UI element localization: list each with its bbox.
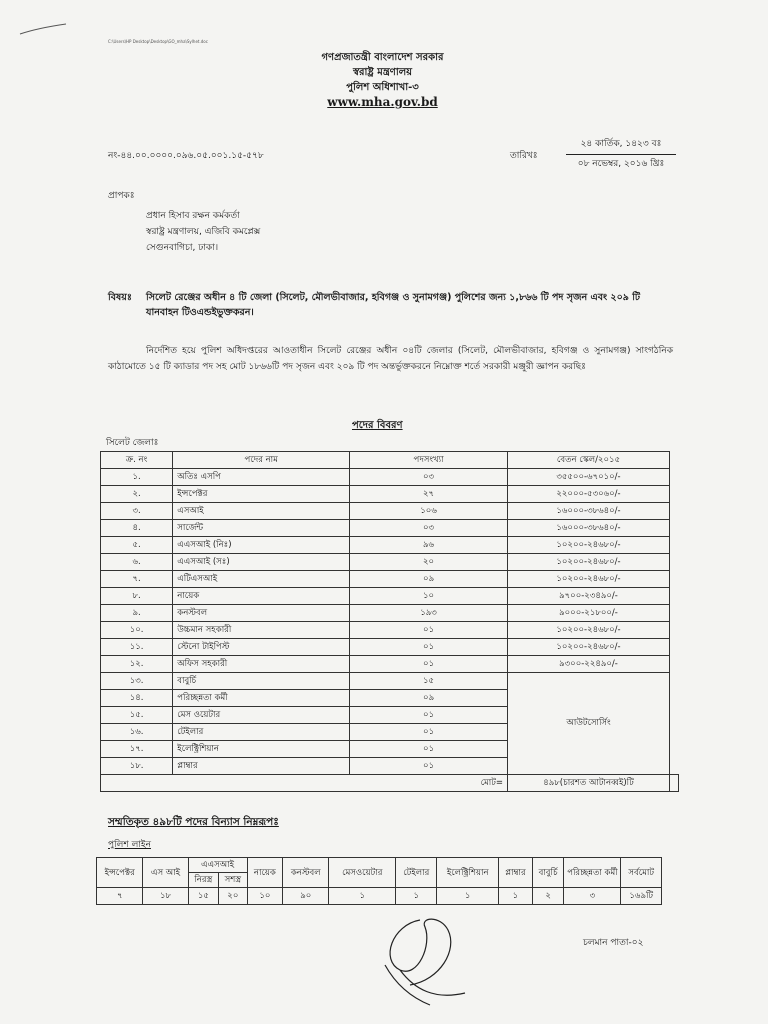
- post-count-cell: ১০৬: [350, 503, 508, 520]
- post-name-cell: কনস্টবল: [173, 605, 350, 622]
- post-name-cell: নায়েক: [173, 588, 350, 605]
- table-row: [101, 537, 679, 554]
- serial-cell: ১৭.: [101, 741, 173, 758]
- post-count-cell: ০৩: [350, 520, 508, 537]
- table-row: [97, 888, 662, 905]
- column-header: বেতন স্কেল/২০১৫: [508, 452, 670, 469]
- post-count-cell: ১০: [350, 588, 508, 605]
- column-header: মেসওয়েটার: [329, 858, 396, 888]
- serial-cell: ১৪.: [101, 690, 173, 707]
- table-title: পদের বিবরণ: [352, 420, 403, 431]
- pay-scale-cell: ৯৩০০-২২৪৯০/-: [508, 656, 670, 673]
- table-row: [101, 605, 679, 622]
- column-header: এস আই: [143, 858, 188, 888]
- serial-cell: ১০.: [101, 622, 173, 639]
- total-value: ৪৯৮(চারশত আটানব্বই)টি: [508, 775, 670, 792]
- serial-cell: ১৩.: [101, 673, 173, 690]
- post-name-cell: উচ্চমান সহকারী: [173, 622, 350, 639]
- body-paragraph: নির্দেশিত হয়ে পুলিশ অধিদপ্তরের আওতাধীন সিলেট রেঞ্জের অধীন ০৪টি জেলার (সিলেট, মৌলভীবাজার, হবিগঞ্জ ও সুনামগঞ্জ) সাংগঠনিক কাঠামোতে ১৫ টি ক্যাডার পদ সহ মোট ১৮৬৬টি পদ সৃজন এবং ২০৯ টি পদ অন্তর্ভুক্তকরনে নিম্নোক্ত শর্তে সরকারী মঞ্জুরী জ্ঞাপন করছিঃ: [108, 346, 673, 372]
- date-gregorian: ০৮ নভেম্বর, ২০১৬ খ্রিঃ: [577, 159, 665, 169]
- pay-scale-cell: ১০২০০-২৪৬৮০/-: [508, 639, 670, 656]
- serial-cell: ১৮.: [101, 758, 173, 775]
- pay-scale-cell: ২২০০০-৫৩০৬০/-: [508, 486, 670, 503]
- signature: [370, 905, 480, 1015]
- table-header-row: [101, 452, 679, 469]
- serial-cell: ৮.: [101, 588, 173, 605]
- posts-table: [100, 451, 679, 792]
- post-count-cell: ০১: [350, 741, 508, 758]
- summary-value-cell: ১৮: [143, 888, 188, 905]
- post-name-cell: স্টেনো টাইপিস্ট: [173, 639, 350, 656]
- pay-scale-cell: ৩৫৫০০-৬৭০১০/-: [508, 469, 670, 486]
- serial-cell: ৭.: [101, 571, 173, 588]
- post-count-cell: ০১: [350, 639, 508, 656]
- post-count-cell: ০১: [350, 758, 508, 775]
- table-row: [101, 622, 679, 639]
- serial-cell: ১৬.: [101, 724, 173, 741]
- summary-value-cell: ২: [532, 888, 564, 905]
- government-name: গণপ্রজাতন্ত্রী বাংলাদেশ সরকার: [321, 52, 444, 63]
- post-count-cell: ০৯: [350, 690, 508, 707]
- serial-cell: ১.: [101, 469, 173, 486]
- post-name-cell: বাবুর্চি: [173, 673, 350, 690]
- column-header: সর্বমোট: [621, 858, 662, 888]
- post-count-cell: ৯৬: [350, 537, 508, 554]
- post-name-cell: এসআই: [173, 503, 350, 520]
- summary-value-cell: ১: [329, 888, 396, 905]
- table-header-row: [97, 858, 662, 873]
- summary-value-cell: ১৬৯টি: [621, 888, 662, 905]
- summary-value-cell: ১: [396, 888, 437, 905]
- pay-scale-cell: ৯৭০০-২৩৪৯০/-: [508, 588, 670, 605]
- column-header: বাবুর্চি: [532, 858, 564, 888]
- table-row: [101, 639, 679, 656]
- column-header: এএসআই: [188, 858, 247, 873]
- recipient-block: [108, 188, 260, 256]
- outsourcing-cell: আউটসোর্সিং: [508, 673, 670, 775]
- post-count-cell: ১৫: [350, 673, 508, 690]
- post-name-cell: এএসআই (সঃ): [173, 554, 350, 571]
- post-name-cell: সার্জেন্ট: [173, 520, 350, 537]
- date-bangla: ২৪ কার্তিক, ১৪২৩ বঃ: [566, 136, 676, 155]
- summary-value-cell: ৭: [97, 888, 143, 905]
- pay-scale-cell: ১০২০০-২৪৬৮০/-: [508, 571, 670, 588]
- post-count-cell: ০১: [350, 724, 508, 741]
- recipient-line: স্বরাষ্ট্র মন্ত্রণালয়, এজিবি কমপ্লেক্স: [146, 227, 261, 237]
- post-name-cell: ইলেক্ট্রিশিয়ান: [173, 741, 350, 758]
- pen-mark: [18, 22, 68, 36]
- column-header: টেইলার: [396, 858, 437, 888]
- post-name-cell: প্লাম্বার: [173, 758, 350, 775]
- police-line-label: পুলিশ লাইন: [108, 840, 151, 850]
- serial-cell: ৫.: [101, 537, 173, 554]
- memo-number: নং-৪৪.০০.০০০০.০৯৬.০৫.০০১.১৫-৫৭৮: [108, 151, 264, 161]
- table-row: [101, 469, 679, 486]
- post-count-cell: ০৩: [350, 469, 508, 486]
- date-label: তারিখঃ: [510, 151, 538, 161]
- total-label: মোট=: [350, 775, 508, 792]
- post-count-cell: ০১: [350, 707, 508, 724]
- summary-title: সম্মতিকৃত ৪৯৮টি পদের বিন্যাস নিম্নরূপঃ: [108, 816, 279, 828]
- serial-cell: ৯.: [101, 605, 173, 622]
- total-empty-cell: [670, 775, 679, 792]
- post-name-cell: মেস ওয়েটার: [173, 707, 350, 724]
- letter-header: [250, 50, 515, 110]
- summary-value-cell: ৩: [564, 888, 621, 905]
- pay-scale-cell: ৯০০০-২১৮০০/-: [508, 605, 670, 622]
- column-subheader: নিরস্ত্র: [188, 873, 218, 888]
- column-header: পদের নাম: [173, 452, 350, 469]
- column-header: নায়েক: [247, 858, 283, 888]
- pay-scale-cell: ১০২০০-২৪৬৮০/-: [508, 554, 670, 571]
- pay-scale-cell: ১০২০০-২৪৬৮০/-: [508, 537, 670, 554]
- column-header: পরিচ্ছন্নতা কর্মী: [564, 858, 621, 888]
- district-label: সিলেট জেলাঃ: [106, 438, 159, 448]
- post-count-cell: ০৯: [350, 571, 508, 588]
- table-row: [101, 520, 679, 537]
- post-name-cell: ইন্সপেক্টর: [173, 486, 350, 503]
- serial-cell: ১২.: [101, 656, 173, 673]
- table-row: [101, 486, 679, 503]
- summary-value-cell: ৯০: [283, 888, 329, 905]
- column-header: ইন্সপেক্টর: [97, 858, 143, 888]
- serial-cell: ৬.: [101, 554, 173, 571]
- column-header: পদসংখ্যা: [350, 452, 508, 469]
- continuation-note: চলমান পাতা-০২: [583, 938, 644, 948]
- post-name-cell: এএসআই (নিঃ): [173, 537, 350, 554]
- post-count-cell: ২৭: [350, 486, 508, 503]
- serial-cell: ৪.: [101, 520, 173, 537]
- subject-label: বিষয়ঃ: [108, 292, 132, 303]
- post-name-cell: অতিঃ এসপি: [173, 469, 350, 486]
- summary-value-cell: ১: [499, 888, 533, 905]
- table-row: [101, 673, 679, 690]
- table-row: [101, 571, 679, 588]
- column-header: ইলেক্ট্রিশিয়ান: [437, 858, 499, 888]
- table-row: [101, 588, 679, 605]
- column-header: কনস্টবল: [283, 858, 329, 888]
- table-row: [101, 503, 679, 520]
- subject-text: সিলেট রেঞ্জের অধীন ৪ টি জেলা (সিলেট, মৌলভীবাজার, হবিগঞ্জ ও সুনামগঞ্জ) পুলিশের জন্য ১,৮৬৬ টি পদ সৃজন এবং ২০৯ টি যানবাহন টিওএন্ডইভুক্তকরন।: [146, 292, 641, 318]
- post-name-cell: অফিস সহকারী: [173, 656, 350, 673]
- subject-block: [108, 290, 668, 320]
- pay-scale-cell: ১৬০০০-৩৮৬৪০/-: [508, 520, 670, 537]
- wing-name: পুলিশ অধিশাখা-৩: [346, 82, 419, 93]
- post-name-cell: এটিএসআই: [173, 571, 350, 588]
- post-count-cell: ০১: [350, 622, 508, 639]
- summary-table: [96, 857, 662, 905]
- total-blank-cell: [101, 775, 350, 792]
- total-row: [101, 775, 679, 792]
- post-count-cell: ০১: [350, 656, 508, 673]
- column-subheader: সশস্ত্র: [219, 873, 247, 888]
- table-row: [101, 554, 679, 571]
- ministry-name: স্বরাষ্ট্র মন্ত্রণালয়: [352, 67, 413, 78]
- column-header: ক্র. নং: [101, 452, 173, 469]
- post-name-cell: টেইলার: [173, 724, 350, 741]
- recipient-line: সেগুনবাগিচা, ঢাকা।: [146, 243, 219, 253]
- post-name-cell: পরিচ্ছন্নতা কর্মী: [173, 690, 350, 707]
- post-count-cell: ২০: [350, 554, 508, 571]
- post-count-cell: ১৯৩: [350, 605, 508, 622]
- recipient-label: প্রাপকঃ: [108, 191, 135, 201]
- serial-cell: ১৫.: [101, 707, 173, 724]
- serial-cell: ৩.: [101, 503, 173, 520]
- serial-cell: ২.: [101, 486, 173, 503]
- summary-value-cell: ১৫: [188, 888, 218, 905]
- summary-value-cell: ২০: [219, 888, 247, 905]
- column-header: প্লাম্বার: [499, 858, 533, 888]
- summary-value-cell: ১: [437, 888, 499, 905]
- table-row: [101, 656, 679, 673]
- pay-scale-cell: ১৬০০০-৩৮৬৪০/-: [508, 503, 670, 520]
- file-path: C:\Users\HP Desktop\Desktop\GO_mha\Sylhet.doc: [108, 39, 208, 44]
- website: www.mha.gov.bd: [327, 95, 438, 109]
- recipient-line: প্রধান হিসাব রক্ষন কর্মকর্তা: [146, 211, 240, 221]
- pay-scale-cell: ১০২০০-২৪৬৮০/-: [508, 622, 670, 639]
- serial-cell: ১১.: [101, 639, 173, 656]
- summary-value-cell: ১০: [247, 888, 283, 905]
